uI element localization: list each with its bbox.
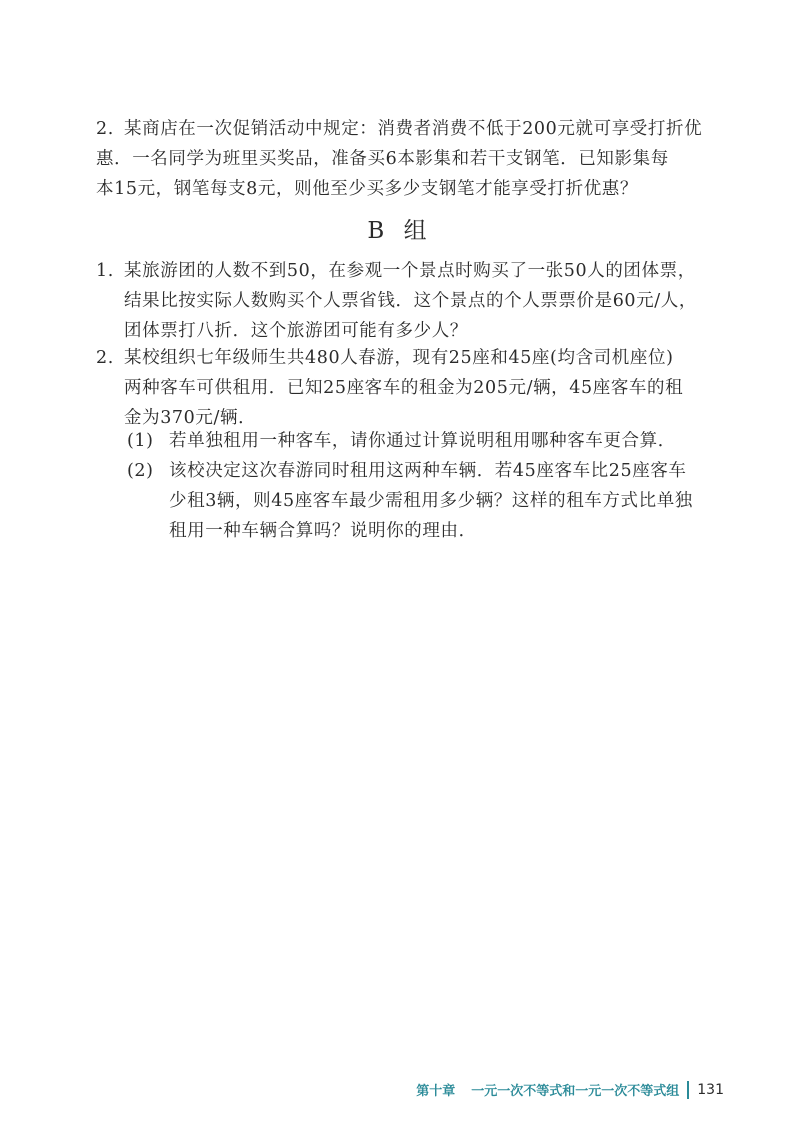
problem-line: 某校组织七年级师生共480人春游，现有25座和45座(均含司机座位) bbox=[124, 348, 674, 368]
subquestion-line: 少租3辆，则45座客车最少需租用多少辆？这样的租车方式比单独 bbox=[169, 491, 693, 511]
problem-line: 结果比按实际人数购买个人票省钱．这个景点的个人票票价是60元/人， bbox=[124, 291, 697, 311]
subquestion-line: 租用一种车辆合算吗？说明你的理由． bbox=[169, 521, 477, 541]
problem-line: 某旅游团的人数不到50，在参观一个景点时购买了一张50人的团体票， bbox=[124, 261, 696, 281]
problem-line: 某商店在一次促销活动中规定：消费者消费不低于200元就可享受打折优 bbox=[124, 119, 703, 139]
problem-b2 bbox=[96, 343, 716, 433]
problem-line: 两种客车可供租用．已知25座客车的租金为205元/辆，45座客车的租 bbox=[124, 378, 684, 398]
problem-line: 本15元，钢笔每支8元，则他至少买多少支钢笔才能享受打折优惠？ bbox=[96, 179, 638, 199]
footer-chapter: 第十章 bbox=[416, 1084, 456, 1099]
subquestion-label: (2) bbox=[127, 461, 154, 481]
subquestion-line: 该校决定这次春游同时租用这两种车辆．若45座客车比25座客车 bbox=[169, 461, 687, 481]
problem-number: 2. bbox=[96, 119, 114, 139]
problem-line: 团体票打八折．这个旅游团可能有多少人？ bbox=[124, 321, 468, 341]
footer-divider bbox=[687, 1081, 689, 1099]
problem-a2 bbox=[96, 114, 716, 204]
section-title-b: B 组 bbox=[367, 218, 433, 244]
footer-chapter-title: 一元一次不等式和一元一次不等式组 bbox=[471, 1084, 680, 1099]
subquestion-2 bbox=[127, 456, 727, 546]
subquestion-line: 若单独租用一种客车，请你通过计算说明租用哪种客车更合算． bbox=[169, 431, 676, 451]
problem-number: 2. bbox=[96, 348, 114, 368]
page-footer bbox=[416, 1080, 724, 1099]
subquestion-1 bbox=[127, 426, 727, 456]
problem-number: 1. bbox=[96, 261, 114, 281]
problem-line: 惠．一名同学为班里买奖品，准备买6本影集和若干支钢笔．已知影集每 bbox=[96, 149, 669, 169]
page-number: 131 bbox=[697, 1081, 724, 1098]
problem-line: 金为370元/辆． bbox=[124, 408, 257, 428]
subquestion-label: (1) bbox=[127, 431, 154, 451]
problem-b1 bbox=[96, 256, 716, 346]
